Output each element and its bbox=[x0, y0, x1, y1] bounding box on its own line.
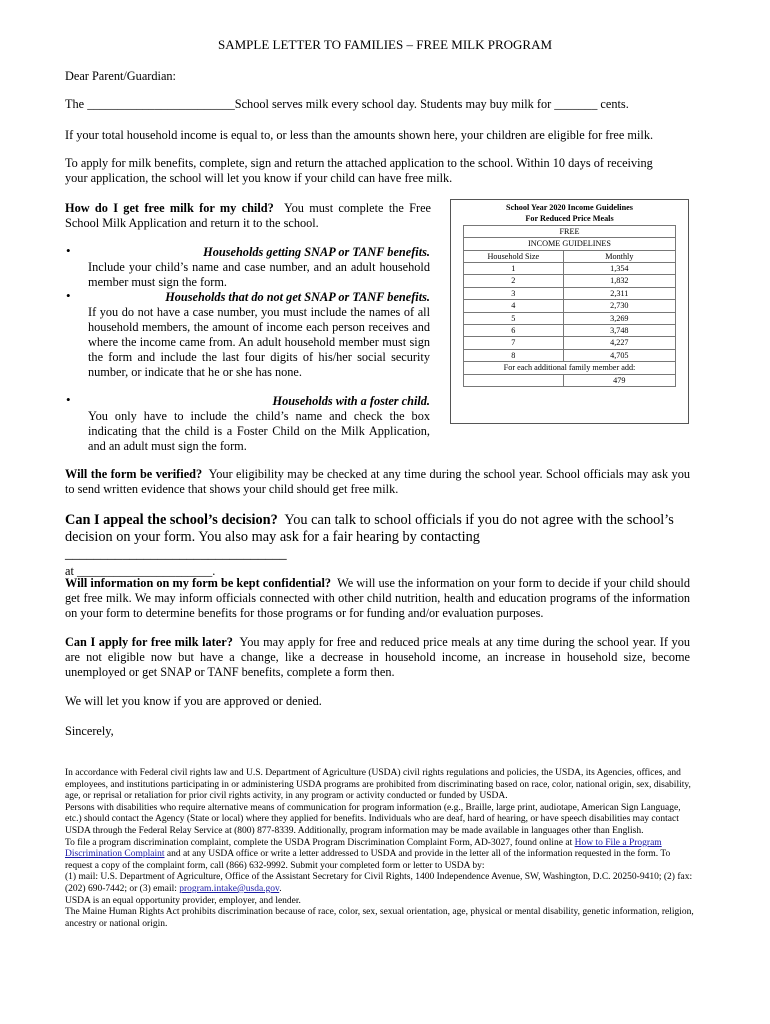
monthly-income-cell: 4,227 bbox=[563, 337, 675, 349]
complaint-text: To file a program discrimination complaint, complete the USDA Program Discrimination Complaint Form, AD-3027, found online at bbox=[65, 837, 575, 848]
salutation: Dear Parent/Guardian: bbox=[65, 69, 176, 83]
letter-title: SAMPLE LETTER TO FAMILIES – FREE MILK PROGRAM bbox=[217, 37, 553, 52]
how-answer: You must complete the Free School Milk Application and return it to the school. bbox=[65, 201, 432, 230]
appeal-section bbox=[65, 512, 690, 580]
table-guidelines-label: INCOME GUIDELINES bbox=[464, 238, 676, 250]
confidential-section bbox=[65, 576, 690, 621]
table-row bbox=[464, 287, 676, 299]
intro-line-3a: To apply for milk benefits, complete, sign and return the attached application to the school. Within 10 days of receiving bbox=[65, 156, 653, 170]
disabilities-paragraph: Persons with disabilities who require alternative means of communication for program information (e.g., Braille, large print, audiotape, American Sign Language, etc.) should contact the Agency (State or local) where they applied for benefits. Individuals who are deaf, hard of hearing, or have speech disabilities may contact USDA through the Federal Relay Service at (800) 877-8339. Additionally, program information may be made available in languages other than English. bbox=[65, 802, 681, 836]
submission-text: (1) mail: U.S. Department of Agriculture, Office of the Assistant Secretary for Civil Rights, 1400 Independence Avenue, SW, Washington, D.C. 20250-9410; (2) fax: (202) 690-7442; or (3) email: bbox=[65, 872, 693, 894]
table-row bbox=[464, 312, 676, 324]
bullet-snap bbox=[88, 245, 430, 290]
table-row bbox=[464, 349, 676, 361]
bullet-foster bbox=[88, 394, 430, 454]
intro-line-2: If your total household income is equal to, or less than the amounts shown here, your children are eligible for free milk. bbox=[65, 128, 654, 142]
table-row bbox=[464, 337, 676, 349]
approval-notice: We will let you know if you are approved or denied. bbox=[65, 694, 322, 708]
confidential-question: Will information on my form be kept confidential? bbox=[65, 576, 332, 590]
monthly-income-cell: 4,705 bbox=[563, 349, 675, 361]
column-header-monthly: Monthly bbox=[563, 250, 675, 262]
monthly-income-cell: 3,748 bbox=[563, 325, 675, 337]
complaint-paragraph bbox=[65, 838, 695, 873]
email-link[interactable]: program.intake@usda.gov bbox=[179, 883, 280, 894]
household-size-cell: 6 bbox=[464, 325, 564, 337]
apply-later-answer: You may apply for free and reduced price meals at any time during the school year. If you are not eligible now but have a change, like a decrease in household income, an increase in household size, become unemployed or get SNAP or TANF benefits, complete a form then. bbox=[65, 635, 690, 679]
household-size-cell: 4 bbox=[464, 300, 564, 312]
household-size-cell: 1 bbox=[464, 263, 564, 275]
household-size-cell: 2 bbox=[464, 275, 564, 287]
monthly-income-cell: 3,269 bbox=[563, 312, 675, 324]
household-size-cell: 5 bbox=[464, 312, 564, 324]
submission-end: . bbox=[279, 883, 282, 894]
table-title-1: School Year 2020 Income Guidelines bbox=[506, 203, 633, 212]
bullet-lead: Households getting SNAP or TANF benefits. bbox=[203, 245, 430, 259]
maine-human-rights-paragraph: The Maine Human Rights Act prohibits discrimination because of race, color, sex, sexual orientation, age, physical or mental disability, genetic information, religion, ancestry or national origin. bbox=[65, 907, 694, 929]
complaint-form-link[interactable]: How to File a Program Discrimination Complaint bbox=[65, 837, 662, 860]
appeal-answer-2: decision on your form. You also may ask for a fair hearing by contacting _______________________________ bbox=[65, 529, 480, 562]
verified-question: Will the form be verified? bbox=[65, 467, 203, 481]
apply-later-section bbox=[65, 635, 690, 680]
table-row bbox=[464, 300, 676, 312]
monthly-income-cell: 1,832 bbox=[563, 275, 675, 287]
appeal-question: Can I appeal the school’s decision? bbox=[65, 512, 278, 528]
equal-opportunity-line: USDA is an equal opportunity provider, employer, and lender. bbox=[65, 895, 301, 906]
bullet-symbol: • bbox=[66, 288, 71, 303]
household-size-cell: 8 bbox=[464, 349, 564, 361]
bullet-symbol: • bbox=[66, 243, 71, 258]
appeal-answer-3: at ______________________. bbox=[65, 564, 216, 578]
bullet-no-snap bbox=[88, 290, 430, 380]
table-row bbox=[464, 325, 676, 337]
how-section bbox=[65, 201, 431, 231]
table-row bbox=[464, 263, 676, 275]
bullet-text: You only have to include the child’s name and check the box indicating that the child is a Foster Child on the Milk Application, and an adult must sign the form. bbox=[88, 409, 430, 453]
apply-later-question: Can I apply for free milk later? bbox=[65, 635, 233, 649]
additional-member-value: 479 bbox=[563, 374, 675, 386]
bullet-symbol: • bbox=[66, 392, 71, 407]
bullet-lead: Households with a foster child. bbox=[272, 394, 430, 408]
submission-paragraph bbox=[65, 872, 695, 895]
bullet-lead: Households that do not get SNAP or TANF benefits. bbox=[165, 290, 430, 304]
table-free-label: FREE bbox=[464, 225, 676, 237]
table-title-2: For Reduced Price Meals bbox=[525, 214, 614, 224]
confidential-answer: We will use the information on your form to decide if your child should get free milk. We may inform officials connected with other child nutrition, health and education programs of the information on your form to determine benefits for those programs or for funding and/or evaluation purposes. bbox=[65, 576, 690, 620]
household-size-cell: 7 bbox=[464, 337, 564, 349]
monthly-income-cell: 1,354 bbox=[563, 263, 675, 275]
bullet-text: If you do not have a case number, you must include the names of all household members, the amount of income each person receives and where the income came from. An adult household member must sign the form and include the last four digits of his/her social security number, or indicate that he or she has none. bbox=[88, 305, 430, 379]
monthly-income-cell: 2,730 bbox=[563, 300, 675, 312]
how-question: How do I get free milk for my child? bbox=[65, 201, 274, 215]
additional-member-label: For each additional family member add: bbox=[464, 362, 676, 374]
verified-section bbox=[65, 467, 690, 497]
intro-line-1: The ________________________School serves milk every school day. Students may buy milk for _______ cents. bbox=[65, 97, 629, 111]
verified-answer: Your eligibility may be checked at any time during the school year. School officials may ask you to send written evidence that shows your child should get free milk. bbox=[65, 467, 690, 496]
intro-line-3b: your application, the school will let you know if your child can have free milk. bbox=[65, 171, 453, 185]
appeal-answer-1: You can talk to school officials if you do not agree with the school’s bbox=[284, 512, 674, 528]
income-guidelines-table bbox=[463, 202, 676, 387]
bullet-text: Include your child’s name and case number, and an adult household member must sign the form. bbox=[88, 260, 430, 289]
household-size-cell: 3 bbox=[464, 287, 564, 299]
column-header-size: Household Size bbox=[464, 250, 564, 262]
monthly-income-cell: 2,311 bbox=[563, 287, 675, 299]
nondiscrimination-statement bbox=[65, 768, 695, 930]
complaint-text-continued: and at any USDA office or write a letter addressed to USDA and provide in the letter all of the information requested in the form. To request a copy of the complaint form, call (866) 632-9992. Submit your completed form or letter to USDA by: bbox=[65, 849, 671, 871]
civil-rights-paragraph: In accordance with Federal civil rights law and U.S. Department of Agriculture (USDA) civil rights regulations and policies, the USDA, its Agencies, offices, and employees, and institutions participating in or administering USDA programs are prohibited from discriminating based on race, color, national origin, sex, disability, age, or reprisal or retaliation for prior civil rights activity, in any program or activity conducted or funded by USDA. bbox=[65, 768, 691, 802]
table-row bbox=[464, 275, 676, 287]
closing: Sincerely, bbox=[65, 724, 114, 738]
